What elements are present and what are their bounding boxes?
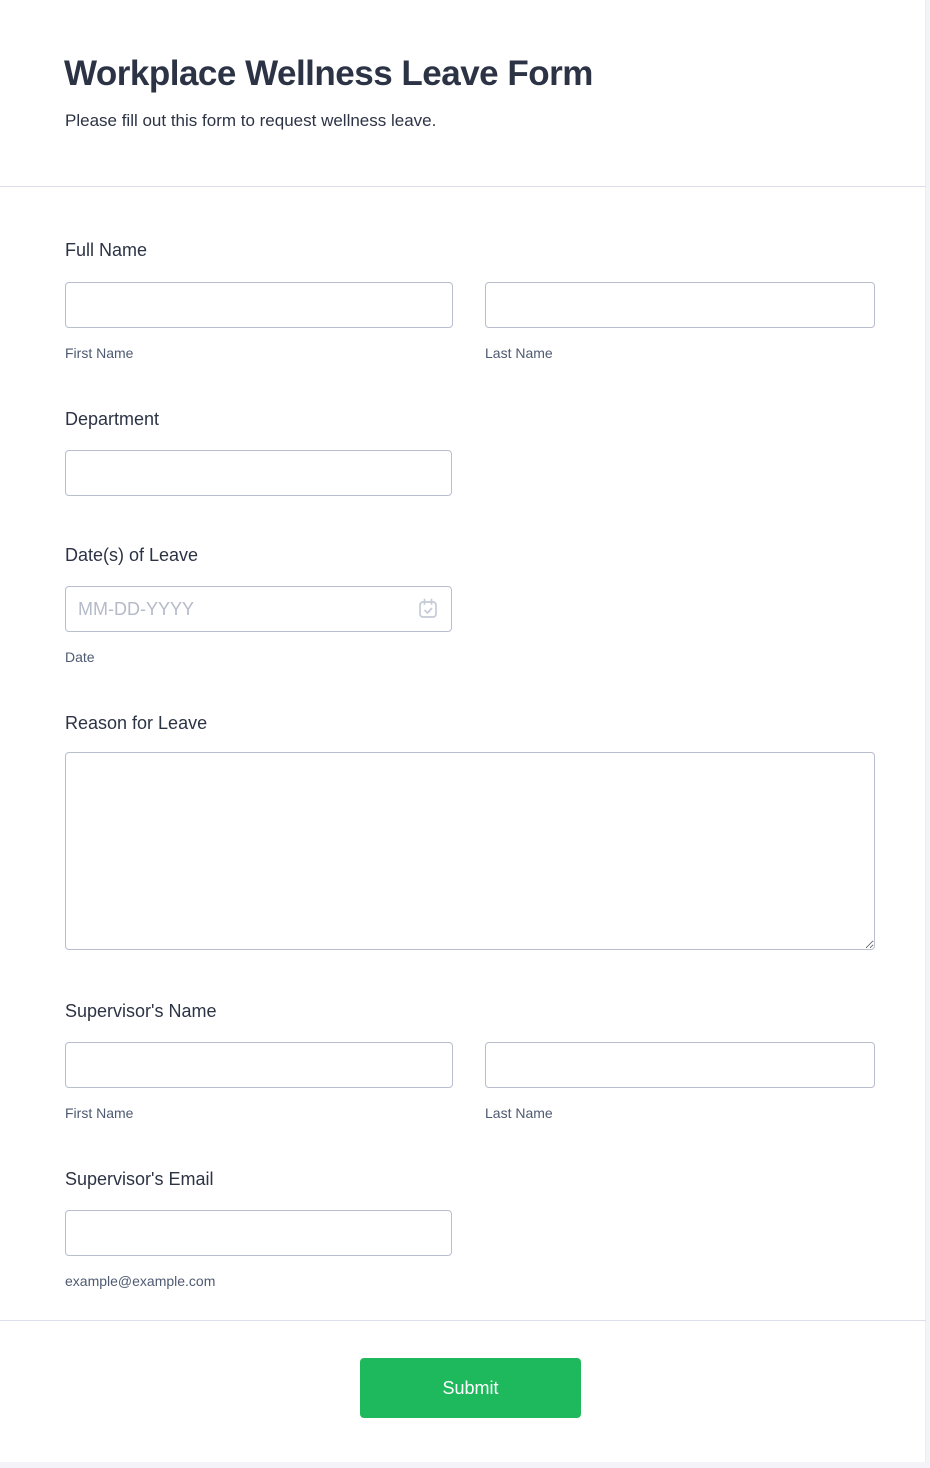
footer-divider (0, 1320, 926, 1321)
full-name-first-input[interactable] (65, 282, 453, 328)
supervisor-name-label: Supervisor's Name (65, 1001, 217, 1021)
submit-button[interactable]: Submit (360, 1358, 581, 1418)
leave-date-sublabel: Date (65, 649, 95, 665)
supervisor-last-input[interactable] (485, 1042, 875, 1088)
page-title: Workplace Wellness Leave Form (64, 54, 593, 93)
reason-textarea[interactable] (65, 752, 875, 950)
department-input[interactable] (65, 450, 452, 496)
supervisor-email-input[interactable] (65, 1210, 452, 1256)
supervisor-email-label: Supervisor's Email (65, 1169, 214, 1189)
leave-date-input[interactable] (65, 586, 452, 632)
full-name-last-sublabel: Last Name (485, 345, 553, 361)
full-name-last-input[interactable] (485, 282, 875, 328)
supervisor-first-sublabel: First Name (65, 1105, 134, 1121)
leave-dates-label: Date(s) of Leave (65, 545, 199, 565)
page-subtitle: Please fill out this form to request wellness leave. (65, 111, 437, 130)
supervisor-first-input[interactable] (65, 1042, 453, 1088)
supervisor-email-sublabel: example@example.com (65, 1273, 216, 1289)
reason-label: Reason for Leave (65, 713, 208, 733)
calendar-check-icon[interactable] (416, 597, 440, 621)
full-name-first-sublabel: First Name (65, 345, 134, 361)
header-divider (0, 186, 926, 187)
full-name-label: Full Name (65, 240, 148, 260)
supervisor-last-sublabel: Last Name (485, 1105, 553, 1121)
department-label: Department (65, 409, 160, 429)
